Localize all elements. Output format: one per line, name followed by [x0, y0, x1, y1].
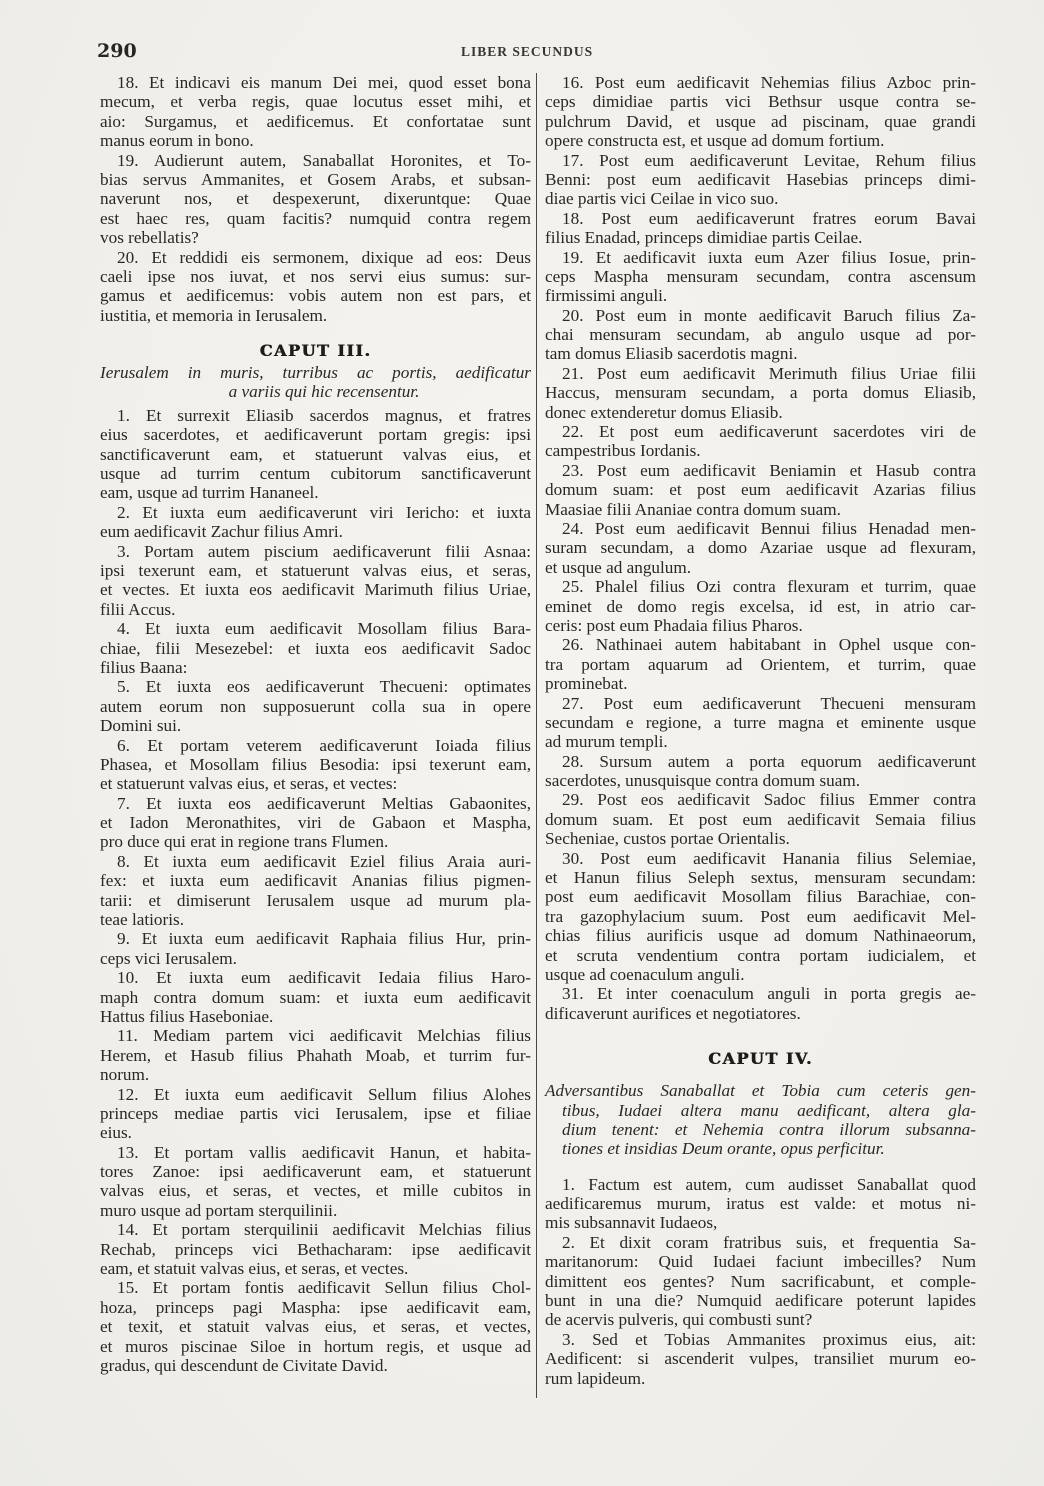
verse	[545, 577, 976, 635]
verse-line: Secheniae, custos portae Orientalis.	[545, 829, 790, 849]
verse-line: 14. Et portam sterquilinii aedificavit Melchias filius	[117, 1220, 531, 1240]
verse-line: 2. Et iuxta eum aedificaverunt viri Iericho: et iuxta	[117, 502, 531, 522]
verse-line: chiae, filii Mesezebel: et iuxta eos aedificavit Sadoc	[100, 638, 531, 658]
verse	[545, 209, 976, 248]
verse-line: sanctificaverunt eam, et statuerunt valvas eius, et	[100, 444, 531, 464]
spacer	[545, 1023, 976, 1033]
summary-line: Adversantibus Sanaballat et Tobia cum ceteris gen-	[545, 1081, 976, 1101]
verse-line: firmissimi anguli.	[545, 286, 668, 306]
verse-line: tores Zanoe: ipsi aedificaverunt eam, et statuerunt	[100, 1162, 531, 1182]
verse-line: ceps Maspha mensuram secundam, contra ascensum	[545, 266, 976, 286]
verse-line: naverunt nos, et despexerunt, dixeruntque: Quae	[100, 189, 531, 209]
spacer	[100, 325, 531, 335]
verse-line: Benni: post eum aedificavit Hasebias princeps dimi-	[545, 169, 976, 189]
verse-line: ipsi texerunt eam, et statuerunt valvas eius, et seras,	[100, 560, 531, 580]
verse-line: tam domus Eliasib sacerdotis magni.	[545, 344, 798, 364]
chapter-heading: CAPUT IV.	[708, 1049, 813, 1069]
verse	[100, 929, 531, 968]
verse-line: valvas eius, et seras, et vectes, et mille cubitos in	[100, 1181, 531, 1201]
verse-line: 2. Et dixit coram fratribus suis, et frequentia Sa-	[562, 1232, 976, 1252]
verse-line: 3. Sed et Tobias Ammanites proximus eius, ait:	[562, 1329, 976, 1349]
verse-line: ad murum templi.	[545, 732, 668, 752]
verse	[545, 752, 976, 791]
verse-line: mis subsannavit Iudaeos,	[545, 1213, 718, 1233]
verse-line: campestribus Iordanis.	[545, 441, 701, 461]
verse-line: 21. Post eum aedificavit Merimuth filius Uriae filii	[562, 363, 976, 383]
verse-line: filii Accus.	[100, 599, 176, 619]
verse	[100, 677, 531, 735]
right-column	[545, 73, 976, 1388]
verse-line: 9. Et iuxta eum aedificavit Raphaia filius Hur, prin-	[117, 929, 531, 949]
verse-line: 3. Portam autem piscium aedificaverunt filii Asnaa:	[117, 541, 531, 561]
verse-line: muro usque ad portam sterquilinii.	[100, 1200, 338, 1220]
verse-line: 23. Post eum aedificavit Beniamin et Hasub contra	[562, 460, 976, 480]
verse	[545, 248, 976, 306]
verse	[100, 619, 531, 677]
verse-line: domum suam: et post eum aedificavit Azarias filius	[545, 480, 976, 500]
verse-line: 28. Sursum autem a porta equorum aedificaverunt	[562, 751, 976, 771]
verse-line: 31. Et inter coenaculum anguli in porta gregis ae-	[562, 984, 976, 1004]
verse-line: post eum aedificavit Mosollam filius Barachiae, con-	[545, 887, 976, 907]
verse-line: chias filius aurificis usque ad domum Nathinaeorum,	[545, 926, 976, 946]
verse	[100, 248, 531, 326]
verse-line: 19. Et aedificavit iuxta eum Azer filius Iosue, prin-	[562, 247, 976, 267]
verse-line: 18. Et indicavi eis manum Dei mei, quod esset bona	[117, 73, 531, 92]
verse-line: fex: et iuxta eum aedificavit Ananias filius pigmen-	[100, 871, 531, 891]
verse	[545, 422, 976, 461]
verse-line: vos rebellatis?	[100, 228, 199, 248]
verse	[545, 364, 976, 422]
verse-line: mecum, et verba regis, quae locutus esset mihi, et	[100, 92, 531, 112]
summary-line: tiones et insidias Deum orante, opus perficitur.	[562, 1139, 885, 1159]
verse-line: iustitia, et memoria in Ierusalem.	[100, 305, 328, 325]
verse-line: tarii: et dimiserunt Ierusalem usque ad murum pla-	[100, 890, 531, 910]
verse-line: 25. Phalel filius Ozi contra flexuram et turrim, quae	[562, 577, 976, 597]
verse	[545, 73, 976, 151]
verse-line: 11. Mediam partem vici aedificavit Melchias filius	[117, 1026, 531, 1046]
verse-line: Maasiae filii Ananiae contra domum suam.	[545, 499, 841, 519]
verse	[545, 790, 976, 848]
verse-line: diae partis vici Ceilae in vico suo.	[545, 189, 779, 209]
verse-line: eminet de domo regis excelsa, id est, in atrio car-	[545, 596, 976, 616]
verse-line: aedificaremus murum, iratus est valde: et motus ni-	[545, 1194, 976, 1214]
verse-line: tra portam aquarum ad Orientem, et turrim, quae	[545, 654, 976, 674]
verse-line: teae latioris.	[100, 910, 184, 930]
chapter-summary	[545, 1081, 976, 1159]
verse-line: 1. Et surrexit Eliasib sacerdos magnus, et fratres	[117, 405, 531, 425]
verse	[100, 852, 531, 930]
verse-line: pro duce qui erat in regione trans Flumen.	[100, 832, 389, 852]
verse-line: aio: Surgamus, et aedificemus. Et confortatae sunt	[100, 111, 531, 131]
verse-line: 24. Post eum aedificavit Bennui filius Henadad men-	[562, 518, 976, 538]
verse-line: princeps mediae partis vici Ierusalem, ipse et filiae	[100, 1103, 531, 1123]
verse-line: norum.	[100, 1065, 150, 1085]
verse-line: filius Enadad, princeps dimidiae partis Ceilae.	[545, 228, 863, 248]
verse-line: 15. Et portam fontis aedificavit Sellun filius Chol-	[117, 1278, 531, 1298]
verse	[545, 694, 976, 752]
verse-line: et usque ad angulum.	[545, 557, 692, 577]
verse-line: filius Baana:	[100, 657, 188, 677]
verse	[545, 849, 976, 985]
verse-line: sacerdotes, unusquisque contra domum suam.	[545, 771, 861, 791]
running-title: LIBER SECUNDUS	[461, 44, 594, 59]
verse	[545, 306, 976, 364]
verse-line: et scruta vendentium contra portam iudicialem, et	[545, 945, 976, 965]
summary-line: dium tenent: et Nehemia contra illorum subsanna-	[562, 1119, 976, 1139]
verse-line: donec extenderetur domus Eliasib.	[545, 402, 783, 422]
verse-line: 26. Nathinaei autem habitabant in Ophel usque con-	[562, 635, 976, 655]
verse	[100, 1143, 531, 1221]
verse-line: Haccus, mensuram secundam, a porta domus Eliasib,	[545, 383, 976, 403]
verse-line: opere constructa est, et usque ad domum fortium.	[545, 131, 885, 151]
verse-line: eius.	[100, 1123, 132, 1143]
verse-line: et texit, et statuit valvas eius, et seras, et vectes,	[100, 1317, 531, 1337]
verse	[545, 1175, 976, 1233]
verse-line: 13. Et portam vallis aedificavit Hanun, et habita-	[117, 1142, 531, 1162]
verse-line: 1. Factum est autem, cum audisset Sanaballat quod	[562, 1174, 976, 1194]
verse	[545, 461, 976, 519]
verse-line: 10. Et iuxta eum aedificavit Iedaia filius Haro-	[117, 968, 531, 988]
verse-line: Aedificent: si ascenderit vulpes, transiliet murum eo-	[545, 1349, 976, 1369]
verse-line: Rechab, princeps vici Bethacharam: ipse aedificavit	[100, 1239, 531, 1259]
verse	[545, 1233, 976, 1330]
verse	[100, 503, 531, 542]
verse-line: hoza, princeps pagi Maspha: ipse aedificavit eam,	[100, 1297, 531, 1317]
verse-line: usque ad turrim centum cubitorum sanctificaverunt	[100, 464, 531, 484]
verse	[100, 736, 531, 794]
verse	[545, 635, 976, 693]
verse-line: dificaverunt aurifices et negotiatores.	[545, 1003, 801, 1023]
verse-line: 19. Audierunt autem, Sanaballat Horonites, et To-	[117, 150, 531, 170]
verse-line: de acervis pulveris, qui combusti sunt?	[545, 1310, 813, 1330]
verse-line: 5. Et iuxta eos aedificaverunt Thecueni: optimates	[117, 677, 531, 697]
verse-line: autem eorum non supposuerunt colla sua in opere	[100, 696, 531, 716]
verse-line: Domini sui.	[100, 716, 182, 736]
verse	[100, 1085, 531, 1143]
verse-line: eius sacerdotes, et aedificaverunt portam gregis: ipsi	[100, 425, 531, 445]
verse	[100, 542, 531, 620]
summary-line: tibus, Iudaei altera manu aedificant, altera gla-	[562, 1100, 976, 1120]
verse	[100, 794, 531, 852]
verse-line: eum aedificavit Zachur filius Amri.	[100, 522, 343, 542]
verse-line: 4. Et iuxta eum aedificavit Mosollam filius Bara-	[117, 619, 531, 639]
verse-line: 30. Post eum aedificavit Hanania filius Selemiae,	[562, 848, 976, 868]
spacer	[545, 1159, 976, 1175]
verse-line: manus eorum in bono.	[100, 131, 254, 151]
verse-line: Hattus filius Haseboniae.	[100, 1006, 274, 1026]
page-number: 290	[97, 40, 137, 62]
verse-line: ceps vici Ierusalem.	[100, 948, 237, 968]
verse-line: 8. Et iuxta eum aedificavit Eziel filius Araia auri-	[117, 851, 531, 871]
verse-line: 20. Et reddidi eis sermonem, dixique ad eos: Deus	[117, 247, 531, 267]
verse-line: 22. Et post eum aedificaverunt sacerdotes viri de	[562, 422, 976, 442]
verse-line: 7. Et iuxta eos aedificaverunt Meltias Gabaonites,	[117, 793, 531, 813]
verse-line: caeli ipse nos iuvat, et nos servi eius sumus: sur-	[100, 266, 531, 286]
summary-line: Ierusalem in muris, turribus ac portis, aedificatur	[100, 363, 531, 383]
verse-line: eam, et statuit valvas eius, et seras, et vectes.	[100, 1259, 409, 1279]
verse	[100, 1278, 531, 1375]
chapter-summary	[100, 363, 531, 402]
verse	[100, 968, 531, 1026]
verse-line: suram secundam, a domo Azariae usque ad flexuram,	[545, 538, 976, 558]
verse-line: 6. Et portam veterem aedificaverunt Ioiada filius	[117, 735, 531, 755]
chapter-heading: CAPUT III.	[259, 341, 372, 361]
verse-line: Herem, et Hasub filius Phahath Moab, et turrim fur-	[100, 1045, 531, 1065]
verse-line: eam, usque ad turrim Hananeel.	[100, 483, 319, 503]
verse-line: tra gazophylacium suum. Post eum aedificavit Mel-	[545, 906, 976, 926]
verse-line: domum suam. Et post eum aedificavit Semaia filius	[545, 809, 976, 829]
verse-line: et vectes. Et iuxta eos aedificavit Marimuth filius Uriae,	[100, 580, 531, 600]
verse	[100, 406, 531, 503]
verse	[100, 1026, 531, 1084]
verse-line: gamus et aedificemus: vobis autem non est pars, et	[100, 286, 531, 306]
left-column	[100, 73, 531, 1375]
verse	[100, 1220, 531, 1278]
verse-line: 16. Post eum aedificavit Nehemias filius Azboc prin-	[562, 73, 976, 92]
verse	[545, 984, 976, 1023]
summary-line: a variis qui hic recensentur.	[228, 382, 420, 402]
verse-line: Phasea, et Mosollam filius Besodia: ipsi texerunt eam,	[100, 754, 531, 774]
verse-line: chai mensuram secundam, ab angulo usque ad por-	[545, 325, 976, 345]
verse-line: et Hanun filius Seleph sextus, mensuram secundam:	[545, 868, 976, 888]
verse-line: maritanorum: Quid Iudaei faciunt imbecilles? Num	[545, 1252, 976, 1272]
verse-line: secundam e regione, a turre magna et eminente usque	[545, 712, 976, 732]
verse-line: et Iadon Meronathites, viri de Gabaon et Maspha,	[100, 813, 531, 833]
verse	[100, 151, 531, 248]
verse-line: et statuerunt valvas eius, et seras, et vectes:	[100, 774, 398, 794]
verse-line: ceps dimidiae partis vici Bethsur usque contra se-	[545, 92, 976, 112]
verse-line: et muros piscinae Siloe in hortum regis, et usque ad	[100, 1336, 531, 1356]
verse-line: 29. Post eos aedificavit Sadoc filius Emmer contra	[562, 790, 976, 810]
verse-line: prominebat.	[545, 674, 628, 694]
verse-line: ceris: post eum Phadaia filius Pharos.	[545, 615, 803, 635]
verse-line: 27. Post eum aedificaverunt Thecueni mensuram	[562, 693, 976, 713]
verse-line: 18. Post eum aedificaverunt fratres eorum Bavai	[562, 208, 976, 228]
verse	[545, 1330, 976, 1388]
verse-line: bias servus Ammanites, et Gosem Arabs, et subsan-	[100, 169, 531, 189]
column-divider	[536, 73, 537, 1398]
verse	[545, 151, 976, 209]
verse-line: est haec res, quam facitis? numquid contra regem	[100, 208, 531, 228]
verse-line: usque ad coenaculum anguli.	[545, 964, 745, 984]
verse-line: bunt in una die? Numquid aedificare poterunt lapides	[545, 1291, 976, 1311]
verse	[100, 73, 531, 151]
verse-line: gradus, qui descendunt de Civitate David.	[100, 1356, 388, 1375]
verse-line: rum lapideum.	[545, 1368, 646, 1388]
verse-line: 17. Post eum aedificaverunt Levitae, Rehum filius	[562, 150, 976, 170]
verse-line: 12. Et iuxta eum aedificavit Sellum filius Alohes	[117, 1084, 531, 1104]
verse-line: pulchrum David, et usque ad piscinam, quae grandi	[545, 111, 976, 131]
running-head	[97, 40, 977, 68]
verse	[545, 519, 976, 577]
verse-line: 20. Post eum in monte aedificavit Baruch filius Za-	[562, 305, 976, 325]
verse-line: dimittent eos gentes? Num sacrificabunt, et comple-	[545, 1271, 976, 1291]
verse-line: maph contra domum suam: et iuxta eum aedificavit	[100, 987, 531, 1007]
